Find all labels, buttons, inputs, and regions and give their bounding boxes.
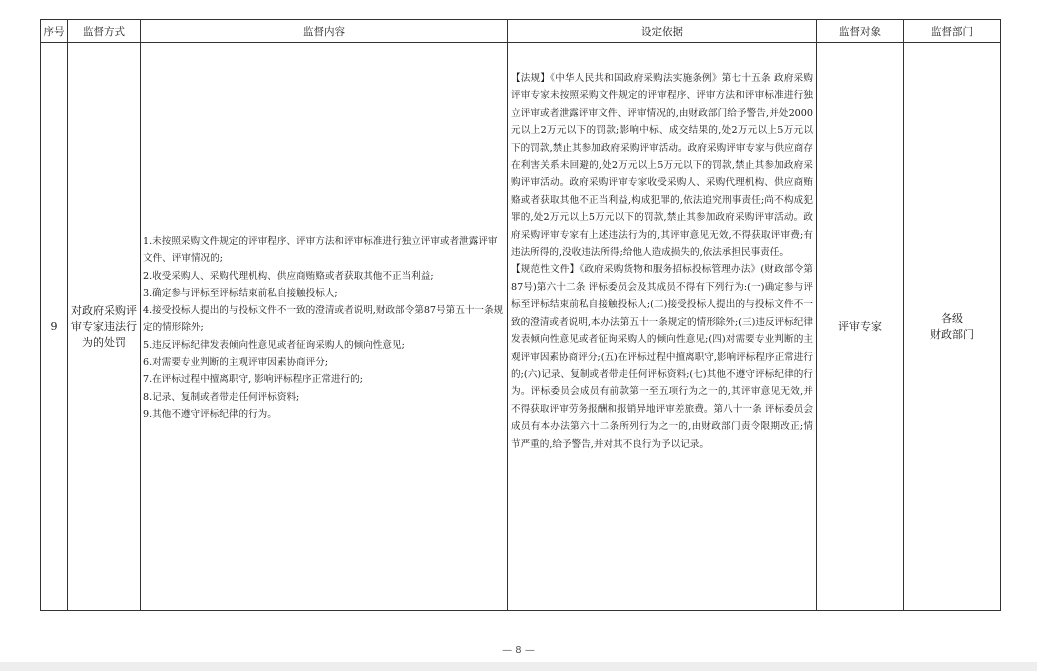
content-item: 7.在评标过程中擅离职守, 影响评标程序正常进行的; — [143, 374, 363, 386]
basis-normative-paragraph: 【规范性文件】《政府采购货物和服务招标投标管理办法》(财政部令第87号)第六十二条 评标委员会及其成员不得有下列行为:(一)确定参与评标至评标结束前私自接触投标人;(二)接受投标人提出的与投标文件不一致的澄清或者说明,本办法第五十一条规定的情形除外;(三)违反评标纪律发表倾向性意见或者征询采购人的倾向性意见;(四)对需要专业判断的主观评审因素协商评分;(五)在评标过程中擅离职守,影响评标程序正常进行的;(六)记录、复制或者带走任何评标资料;(七)其他不遵守评标纪律的行为。评标委员会成员有前款第一至五项行为之一的,其评审意见无效,并不得获取评审劳务报酬和报销异地评审差旅费。第八十一条 评标委员会成员有本办法第六十二条所列行为之一的,由财政部门责令限期改正;情节严重的,给予警告,并对其不良行为予以记录。 — [511, 264, 813, 450]
content-item: 4.接受投标人提出的与投标文件不一致的澄清或者说明,财政部令第87号第五十一条规定的情形除外; — [143, 305, 504, 334]
table-row — [41, 43, 1001, 611]
row-method: 对政府采购评审专家违法行为的处罚 — [68, 43, 141, 611]
department-line-2: 财政部门 — [930, 327, 974, 341]
content-item: 9.其他不遵守评标纪律的行为。 — [143, 408, 277, 420]
department-line-1: 各级 — [941, 311, 963, 325]
header-method: 监督方式 — [68, 20, 141, 43]
content-item: 8.记录、复制或者带走任何评标资料; — [143, 391, 300, 403]
row-index: 9 — [41, 43, 68, 611]
basis-regulation-paragraph: 【法规】《中华人民共和国政府采购法实施条例》第七十五条 政府采购评审专家未按照采购文件规定的评审程序、评审方法和评审标准进行独立评审或者泄露评审文件、评审情况的,由财政部门给予警告,并处2000元以上2万元以下的罚款;影响中标、成交结果的,处2万元以上5万元以下的罚款,禁止其参加政府采购评审活动。政府采购评审专家与供应商存在利害关系未回避的,处2万元以上5万元以下的罚款,禁止其参加政府采购评审活动。政府采购评审专家收受采购人、采购代理机构、供应商贿赂或者获取其他不正当利益,构成犯罪的,依法追究刑事责任;尚不构成犯罪的,处2万元以上5万元以下的罚款,禁止其参加政府采购评审活动。政府采购评审专家有上述违法行为的,其评审意见无效,不得获取评审费;有违法所得的,没收违法所得;给他人造成损失的,依法承担民事责任。 — [511, 73, 813, 259]
table-header-row — [41, 20, 1001, 43]
header-index: 序号 — [41, 20, 68, 43]
content-item: 2.收受采购人、采购代理机构、供应商贿赂或者获取其他不正当利益; — [143, 270, 434, 282]
supervision-table — [40, 19, 1001, 611]
header-content: 监督内容 — [141, 20, 508, 43]
content-item: 1.未按照采购文件规定的评审程序、评审方法和评审标准进行独立评审或者泄露评审文件、评审情况的; — [143, 236, 498, 265]
basis-text — [508, 43, 816, 453]
content-list — [141, 43, 507, 423]
row-basis — [508, 43, 817, 611]
page-bottom-band — [0, 662, 1037, 671]
page-number: — 8 — — [502, 645, 535, 656]
row-department — [904, 43, 1001, 611]
header-basis: 设定依据 — [508, 20, 817, 43]
content-item: 3.确定参与评标至评标结束前私自接触投标人; — [143, 287, 338, 299]
row-content — [141, 43, 508, 611]
content-item: 5.违反评标纪律发表倾向性意见或者征询采购人的倾向性意见; — [143, 339, 405, 351]
header-target: 监督对象 — [817, 20, 904, 43]
header-department: 监督部门 — [904, 20, 1001, 43]
row-target: 评审专家 — [817, 43, 904, 611]
content-item: 6.对需要专业判断的主观评审因素协商评分; — [143, 357, 329, 369]
